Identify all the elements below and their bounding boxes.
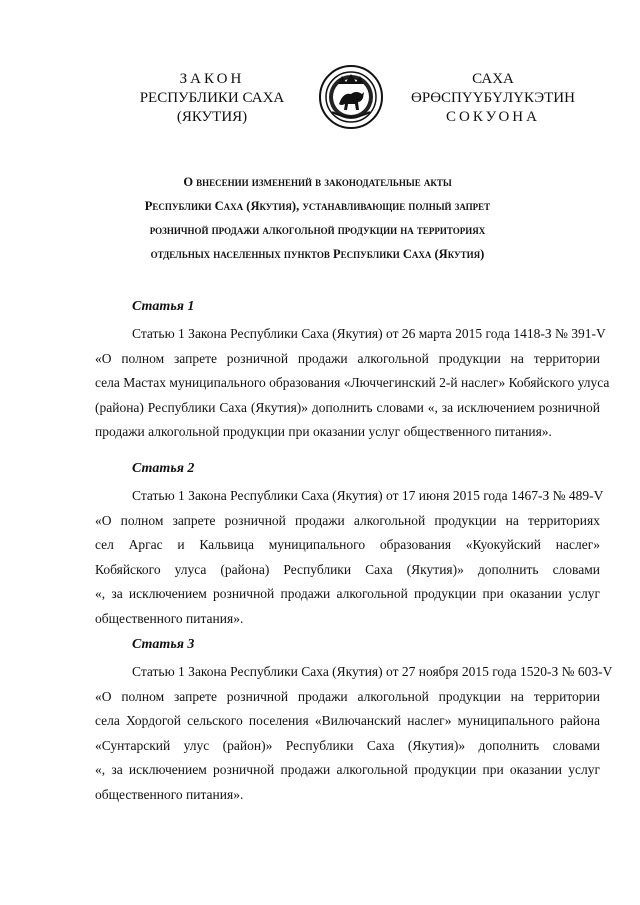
header-law-label: ЗАКОН (179, 71, 245, 87)
article-line: «О полном запрете розничной продажи алкогольной продукции на территории (95, 350, 600, 366)
article-line: «, за исключением розничной продажи алкогольной продукции при оказании услуг (95, 586, 600, 601)
title-line: розничной продажи алкогольной продукции на территориях (149, 223, 486, 237)
article-line: общественного питания». (95, 786, 244, 802)
article-line: «О полном запрете розничной продажи алкогольной продукции на территории (95, 688, 600, 704)
article-2 (95, 460, 604, 631)
article-body (95, 660, 613, 807)
article-line: села Хордогой сельского поселения «Вилючанский наслег» муниципального района (95, 713, 600, 728)
article-line: (района) Республики Саха (Якутия)» дополнить словами «, за исключением розничной (95, 399, 600, 415)
title-line: отдельных населенных пунктов Республики Саха (Якутия) (150, 247, 485, 261)
article-body (95, 322, 610, 445)
article-line: продажи алкогольной продукции при оказании услуг общественного питания». (95, 424, 552, 439)
article-heading: Статья 2 (132, 461, 195, 476)
title-line: О внесении изменений в законодательные акты (183, 175, 452, 189)
article-body (95, 484, 604, 631)
article-line: сел Аргас и Кальвица муниципального образования «Куокуйский наслег» (95, 537, 600, 552)
article-1 (95, 298, 610, 445)
coat-of-arms-icon (318, 64, 384, 130)
article-line: Статью 1 Закона Республики Саха (Якутия) от 26 марта 2015 года 1418-З № 391-V (132, 326, 606, 341)
header-left (112, 70, 312, 127)
article-line: «Сунтарский улус (район)» Республики Саха (Якутия)» дополнить словами (95, 737, 600, 753)
document-title (90, 170, 545, 266)
article-line: села Мастах муниципального образования «Люччегинский 2-й наслег» Кобяйского улуса (95, 375, 610, 390)
article-line: Кобяйского улуса (района) Республики Саха (Якутия)» дополнить словами (95, 561, 600, 577)
header-law-sakha-label: СОКУОНА (446, 109, 540, 125)
article-line: «О полном запрете розничной продажи алкогольной продукции на территориях (95, 512, 600, 528)
header-republic-label: РЕСПУБЛИКИ САХА (ЯКУТИЯ) (139, 90, 285, 125)
article-line: «, за исключением розничной продажи алкогольной продукции при оказании услуг (95, 762, 600, 777)
article-line: Статью 1 Закона Республики Саха (Якутия) от 27 ноября 2015 года 1520-З № 603-V (132, 664, 613, 679)
header-right (398, 70, 588, 127)
article-line: общественного питания». (95, 610, 244, 626)
article-heading: Статья 3 (132, 637, 195, 652)
article-heading: Статья 1 (132, 299, 195, 314)
article-3 (95, 636, 613, 807)
article-line: Статью 1 Закона Республики Саха (Якутия) от 17 июня 2015 года 1467-З № 489-V (132, 488, 604, 503)
header-republic-sakha-label: САХА ӨРӨСПҮҮБҮЛҮКЭТИН (411, 71, 575, 106)
title-line: Республики Саха (Якутия), устанавливающие полный запрет (144, 199, 491, 213)
